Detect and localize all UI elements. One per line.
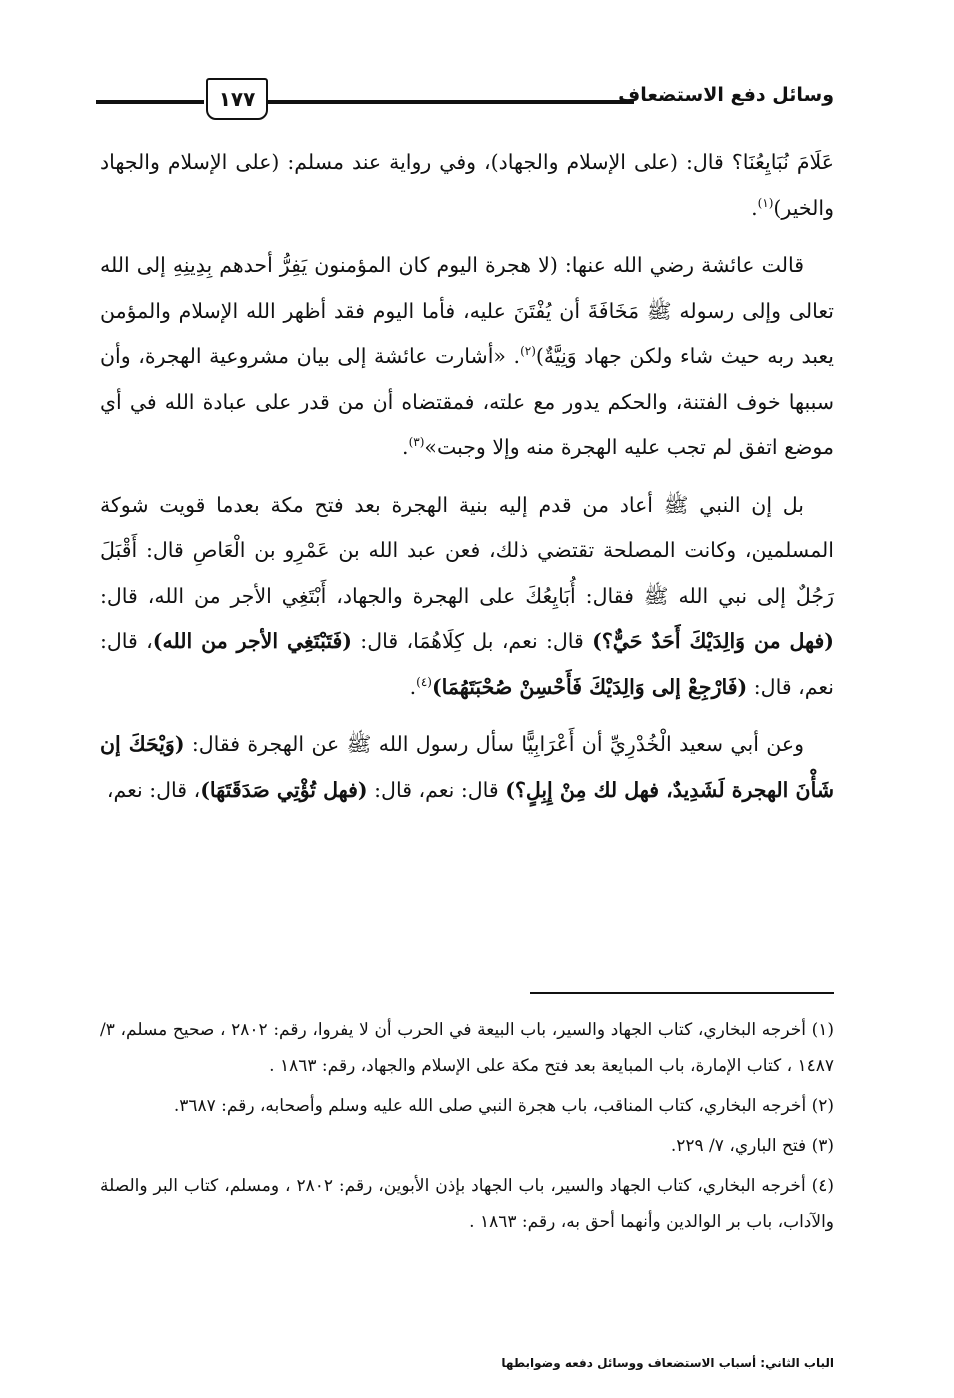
footnote-ref-2: (٢) xyxy=(520,344,536,359)
footnote-separator xyxy=(530,992,834,994)
hadith-quote: (وَيْحَكَ إن شَأْنَ الهجرة لَشَدِيدٌ، فهل لك مِنْ إِبِلٍ؟) xyxy=(100,732,834,802)
main-text xyxy=(100,140,834,825)
paragraph-1 xyxy=(100,140,834,231)
page-footer: الباب الثاني: أسباب الاستضعاف ووسائل دفعه وضوابطها xyxy=(501,1356,834,1370)
paragraph-4-text: قال: نعم، قال: xyxy=(367,777,506,802)
footnote-2: (٢) أخرجه البخاري، كتاب المناقب، باب هجرة النبي صلى الله عليه وسلم وأصحابه، رقم: ٣٦٨٧. xyxy=(173,1096,834,1116)
footnote-ref-3: (٣) xyxy=(408,435,425,450)
hadith-quote: (فَتَبْتَغِي الأجر من الله) xyxy=(152,629,352,653)
paragraph-2-text: قالت عائشة رضي الله عنها: (لا هجرة اليوم كان المؤمنون يَفِرُّ أحدهم بِدِينِهِ إلى الله تعالى وإلى رسوله ﷺ مَخَافَةَ أن يُفْتَنَ عليه، فأما اليوم فقد أظهر الله الإسلام والمؤمن يعبد ربه حيث شاء ولكن جهاد وَنِيَّةٌ) xyxy=(100,253,834,368)
punctuation: . xyxy=(751,195,758,220)
page-number: ١٧٧ xyxy=(206,78,268,120)
punctuation: . xyxy=(402,435,409,459)
chapter-title: وسائل دفع الاستضعاف xyxy=(618,84,834,106)
footnote-1: (١) أخرجه البخاري، كتاب الجهاد والسير، باب البيعة في الحرب أن لا يفروا، رقم: ٢٨٠٢ ، صحيح مسلم، ٣/ ١٤٨٧ ، كتاب الإمارة، باب المبايعة بعد فتح مكة على الإسلام والجهاد، رقم: ١٨٦٣ . xyxy=(100,1020,834,1076)
paragraph-2 xyxy=(100,243,834,471)
hadith-quote: (فَارْجِعْ إلى وَالِدَيْكَ فَأَحْسِنْ صُحْبَتَهُمَا) xyxy=(431,674,748,699)
paragraph-3-text: بل إن النبي ﷺ أعاد من قدم إليه بنية الهجرة بعد فتح مكة بعدما قويت شوكة المسلمين، وكانت المصلحة تقتضي ذلك، فعن عبد الله بن عَمْرِو بن الْعَاصِ قال: أَقْبَلَ رَجُلٌ إلى نبي الله ﷺ فقال: أُبَايِعُكَ على الهجرة والجهاد، أَبْتَغِي الأجر من الله، قال: xyxy=(100,492,834,608)
header-rule-left xyxy=(96,100,204,104)
paragraph-1-text: عَلَامَ نُبَايِعُنَا؟ قال: (على الإسلام والجهاد)، وفي رواية عند مسلم: (على الإسلام والجهاد والخير) xyxy=(100,150,834,220)
header-rule xyxy=(268,100,634,104)
hadith-quote: (فهل من وَالِدَيْكَ أَحَدٌ حَيٌّ؟) xyxy=(592,629,834,653)
paragraph-4-text: وعن أبي سعيد الْخُدْرِيِّ أن أَعْرَابِيًّا سأل رسول الله ﷺ عن الهجرة فقال: xyxy=(184,732,804,756)
paragraph-3-text: قال: نعم، بل كِلَاهُمَا، قال: xyxy=(351,629,593,653)
paragraph-3-text: ، قال: نعم، قال: xyxy=(100,629,834,699)
footnote-4: (٤) أخرجه البخاري، كتاب الجهاد والسير، باب الجهاد بإذن الأبوين، رقم: ٢٨٠٢ ، ومسلم، كتاب البر والصلة والآداب، باب بر الوالدين وأنهما أحق به، رقم: ١٨٦٣ . xyxy=(100,1176,835,1232)
page-header xyxy=(96,78,834,124)
paragraph-4 xyxy=(100,722,834,813)
paragraph-2-quote: . «أشارت عائشة إلى بيان مشروعية الهجرة، وأن سببها خوف الفتنة، والحكم يدور مع علته، فمقتضاه أن من قدر على عبادة الله في أي موضع اتفق لم تجب عليه الهجرة منه وإلا وجبت» xyxy=(100,344,834,459)
paragraph-3 xyxy=(100,483,834,711)
hadith-quote: (فهل تُؤْتِي صَدَقَتَهَا) xyxy=(200,777,368,802)
footnote-ref-4: (٤) xyxy=(416,674,432,689)
footnote-ref-1: (١) xyxy=(757,195,774,210)
punctuation: . xyxy=(409,674,417,699)
footnotes xyxy=(100,1012,834,1244)
paragraph-4-text: ، قال: نعم، xyxy=(106,777,201,802)
footnote-3: (٣) فتح الباري، ٧/ ٢٢٩. xyxy=(670,1136,834,1156)
